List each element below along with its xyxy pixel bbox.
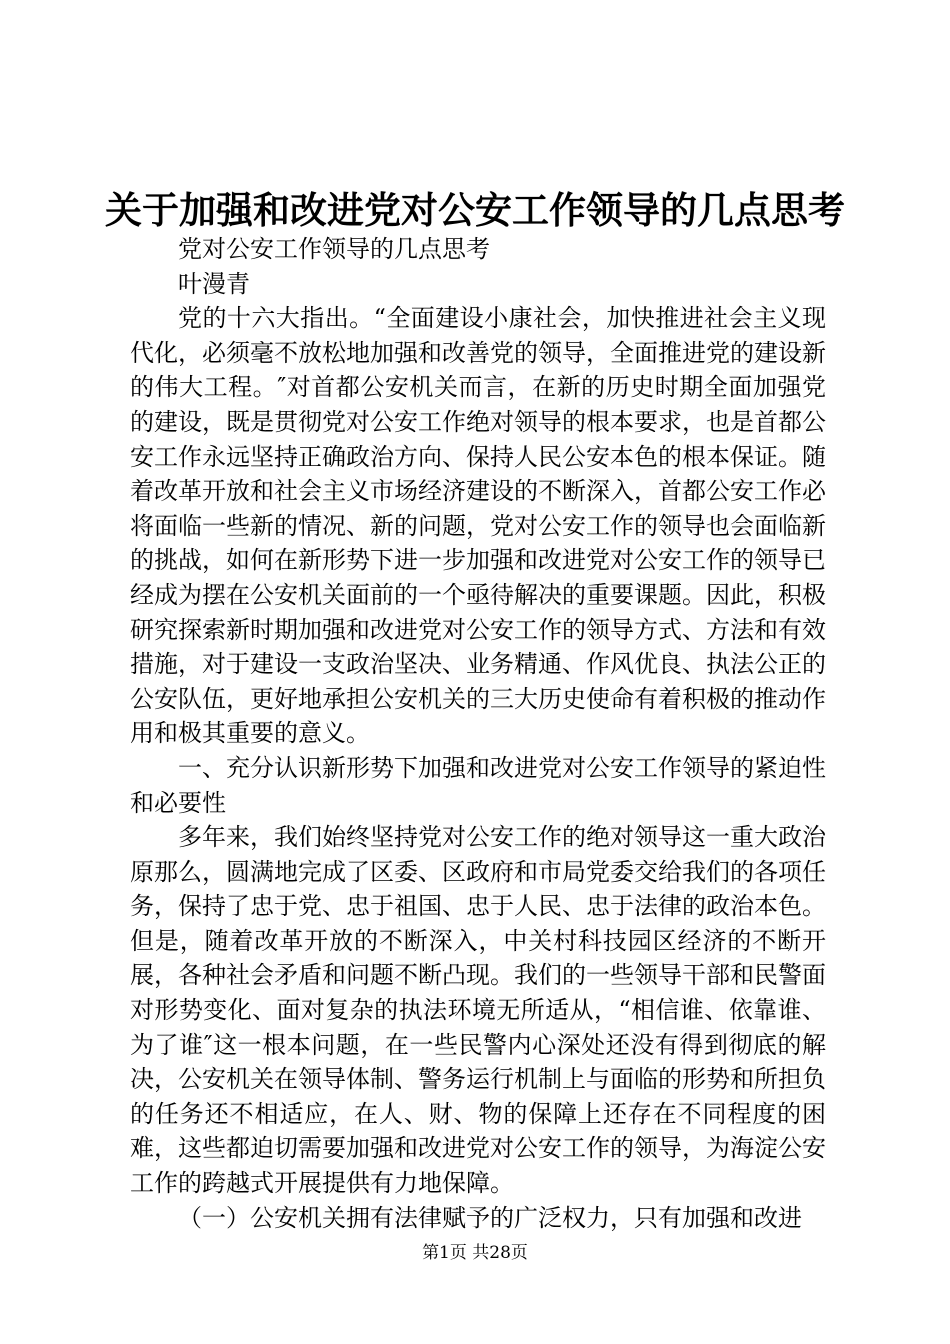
author-line: 叶漫青 — [178, 269, 250, 298]
document-body — [130, 232, 826, 1235]
subsection-heading-1: （一）公安机关拥有法律赋予的广泛权力，只有加强和改进 — [178, 1203, 802, 1232]
paragraph-intro: 党的十六大指出。“全面建设小康社会，加快推进社会主义现代化，必须毫不放松地加强和改善党的领导，全面推进党的建设新的伟大工程。″对首都公安机关而言，在新的历史时期全面加强党的建设，既是贯彻党对公安工作绝对领导的根本要求，也是首都公安工作永远坚持正确政治方向、保持人民公安本色的根本保证。随着改革开放和社会主义市场经济建设的不断深入，首都公安工作必将面临一些新的情况、新的问题，党对公安工作的领导也会面临新的挑战，如何在新形势下进一步加强和改进党对公安工作的领导已经成为摆在公安机关面前的一个亟待解决的重要课题。因此，积极研究探索新时期加强和改进党对公安工作的领导方式、方法和有效措施，对于建设一支政治坚决、业务精通、作风优良、执法公正的公安队伍，更好地承担公安机关的三大历史使命有着积极的推动作用和极其重要的意义。 — [130, 304, 826, 748]
subtitle-line: 党对公安工作领导的几点思考 — [178, 235, 490, 263]
page-number-footer: 第1页 共28页 — [422, 1243, 528, 1263]
paragraph-section-1: 多年来，我们始终坚持党对公安工作的绝对领导这一重大政治原那么，圆满地完成了区委、区政府和市局党委交给我们的各项任务，保持了忠于党、忠于祖国、忠于人民、忠于法律的政治本色。但是，随着改革开放的不断深入，中关村科技园区经济的不断开展，各种社会矛盾和问题不断凸现。我们的一些领导干部和民警面对形势变化、面对复杂的执法环境无所适从，“相信谁、依靠谁、为了谁″这一根本问题，在一些民警内心深处还没有得到彻底的解决，公安机关在领导体制、警务运行机制上与面临的形势和所担负的任务还不相适应，在人、财、物的保障上还存在不同程度的困难，这些都迫切需要加强和改进党对公安工作的领导，为海淀公安工作的跨越式开展提供有力地保障。 — [130, 823, 826, 1198]
section-heading-1: 一、充分认识新形势下加强和改进党对公安工作领导的紧迫性和必要性 — [130, 753, 826, 817]
document-title: 关于加强和改进党对公安工作领导的几点思考 — [105, 188, 845, 232]
